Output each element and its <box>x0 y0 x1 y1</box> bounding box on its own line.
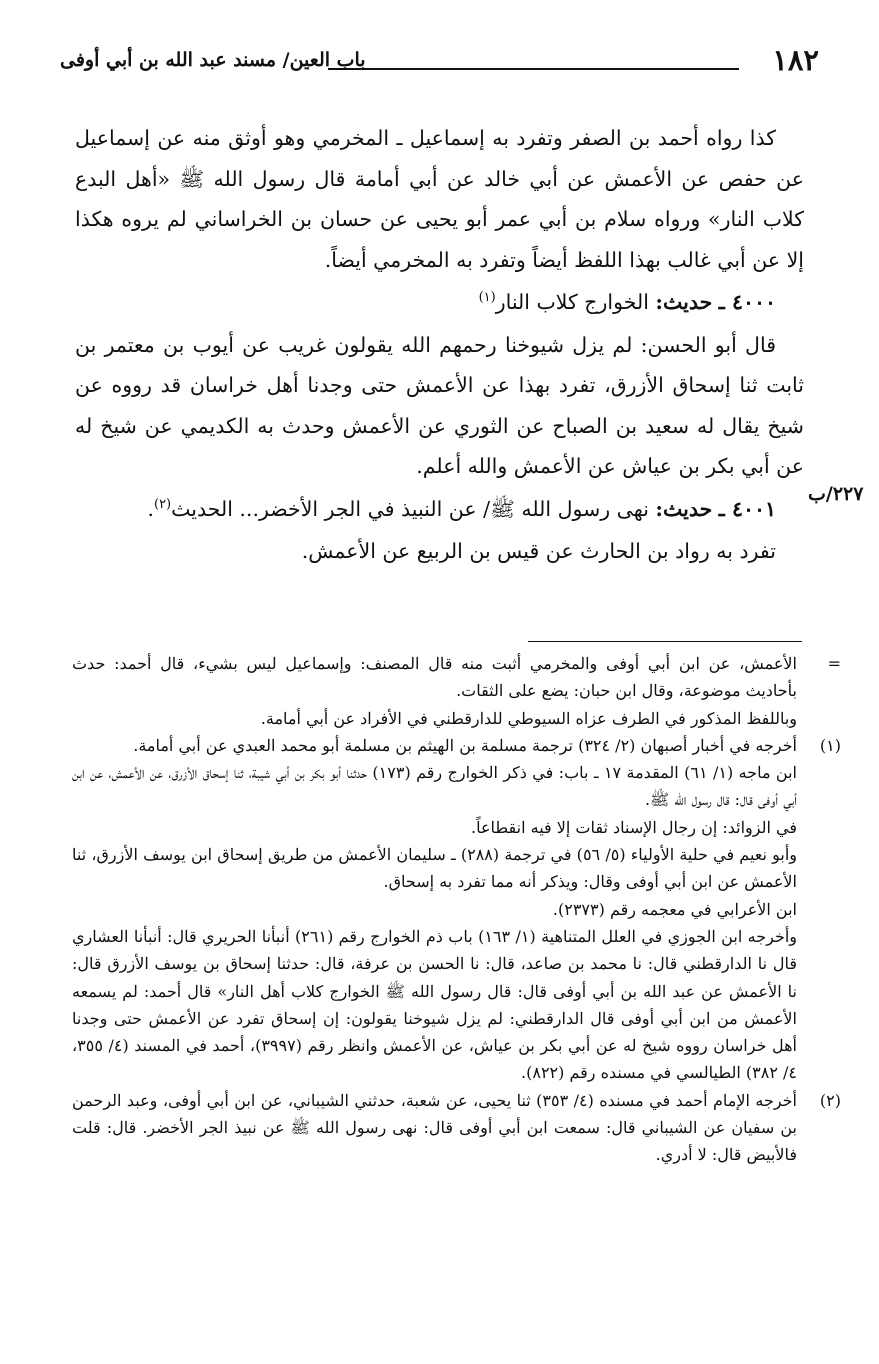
footnote-ref: (٢) <box>153 496 172 512</box>
footnote-marker: (١) <box>819 735 841 755</box>
paragraph-1: كذا رواه أحمد بن الصفر وتفرد به إسماعيل ـ المخرمي وهو أوثق منه عن إسماعيل عن حفص عن الأعمش عن أبي خالد عن أبي أمامة قال رسول الله ﷺ «أهل البدع كلاب النار» ورواه سلام بن أبي عمر أبو يحيى عن حسان بن الخراساني لم يروه هكذا إلا عن أبي غالب بهذا اللفظ أيضاً وتفرد به المخرمي أيضاً. <box>75 126 804 272</box>
footnote-marker: = <box>827 654 841 673</box>
footnote-line: وأخرجه ابن الجوزي في العلل المتناهية (١/ ١٦٣) باب ذم الخوارج رقم (٢٦١) أنبأنا الحريري قال: أنبأنا العشاري قال نا الدارقطني قال: نا محمد بن صاعد، قال: نا الحسن بن عرفة، قال: حدثنا إسحاق بن يوسف الأزرق قال: نا الأعمش عن عبد الله بن أبي أوفى قال: قال رسول الله ﷺ الخوارج كلاب أهل النار» قال أحمد: لم يسمعه الأعمش من ابن أبي أوفى قال الدارقطني: لم يزل شيوخنا يقولون: إن إسحاق تفرد عن الأعمش حتى وجدنا أهل خراسان رووه شيخ له عن أبي بكر بن عياش، عن الأعمش وانظر رقم (٣٩٩٧)، أحمد في المسند (٤/ ٣٥٥، ٤/ ٣٨٢) الطيالسي في مسنده رقم (٨٢٢). <box>72 926 798 1083</box>
footnote-2 <box>72 1087 841 1169</box>
page-number: ١٨٢ <box>772 43 819 77</box>
paragraph-2: قال أبو الحسن: لم يزل شيوخنا رحمهم الله يقولون غريب عن أيوب بن معتمر بن ثابت ثنا إسحاق الأزرق، تفرد بهذا عن الأعمش حتى وجدنا أهل خراسان قد رووه عن شيخ يقال له سعيد بن الصباح عن الثوري عن الأعمش وحدث به الكديمي عن شيخ له عن أبي بكر بن عياش عن الأعمش والله أعلم. <box>75 332 804 478</box>
footnote-marker: (٢) <box>819 1090 841 1110</box>
running-title: باب العين/ مسند عبد الله بن أبي أوفى <box>60 49 366 71</box>
footnote-separator <box>528 641 802 642</box>
hadith-4000 <box>75 282 804 323</box>
footnote-line: أخرجه الإمام أحمد في مسنده (٤/ ٣٥٣) ثنا يحيى، عن شعبة، حدثني الشيباني، عن ابن أبي أوفى، وعبد الرحمن بن سفيان عن الشيباني قال: سمعت ابن أبي أوفى قال: نهى رسول الله ﷺ عن نبيذ الجر الأخضر. قال: قلت فالأبيض قال: لا أدري. <box>72 1090 797 1165</box>
main-text <box>75 118 804 574</box>
footnote-line: وباللفظ المذكور في الطرف عزاه السيوطي للدارقطني في الأفراد عن أبي أمامة. <box>260 708 797 728</box>
footnote-line: وأبو نعيم في حلية الأولياء (٥/ ٥٦) في ترجمة (٢٨٨) ـ سليمان الأعمش من طريق إسحاق ابن يوسف الأزرق، ثنا الأعمش عن ابن أبي أوفى وقال: ويذكر أنه مما تفرد به إسحاق. <box>72 845 798 892</box>
hadith-4001 <box>75 489 804 530</box>
hadith-label: حديث: <box>655 290 713 314</box>
hadith-label: حديث: <box>655 496 713 521</box>
footnote-1 <box>72 732 841 1087</box>
header-rule <box>328 68 739 70</box>
page-header <box>60 40 819 84</box>
footnote-line: في الزوائد: إن رجال الإسناد ثقات إلا فيه انقطاعاً. <box>471 817 797 837</box>
footnote-line: ابن الأعرابي في معجمه رقم (٢٣٧٣). <box>552 899 797 919</box>
footnote-continuation <box>72 650 841 732</box>
paragraph-3: تفرد به رواد بن الحارث عن قيس بن الربيع عن الأعمش. <box>301 539 776 563</box>
hadith-number: ٤٠٠٠ ـ <box>718 290 776 314</box>
footnote-ref: (١) <box>478 290 496 306</box>
hadith-end: . <box>147 496 154 521</box>
hadith-number: ٤٠٠١ ـ <box>718 496 776 521</box>
footnote-line: أخرجه في أخبار أصبهان (٢/ ٣٢٤) ترجمة مسلمة بن الهيثم بن مسلمة أبو محمد العبدي عن أبي أمامة. <box>133 735 797 755</box>
footnote-line: الأعمش، عن ابن أبي أوفى والمخرمي أثبت منه قال المصنف: وإسماعيل ليس بشيء، قال أحمد: حدث بأحاديث موضوعة، وقال ابن حبان: يضع على الثقات. <box>72 654 798 701</box>
footnote-line: ابن ماجه (١/ ٦١) المقدمة ١٧ ـ باب: في ذكر الخوارج رقم (١٧٣) حدثنا أبو بكر بن أبي شيبة، ثنا إسحاق الأزرق، عن الأعمش، عن ابن أبي أوفى قال: قال رسول الله ﷺ. <box>72 763 797 810</box>
hadith-text: نهى رسول الله ﷺ/ عن النبيذ في الجر الأخضر... الحديث <box>171 496 656 521</box>
hadith-text: الخوارج كلاب النار <box>495 290 656 314</box>
footnotes <box>72 650 841 1169</box>
margin-folio-note: ٢٢٧/ب <box>808 483 864 505</box>
